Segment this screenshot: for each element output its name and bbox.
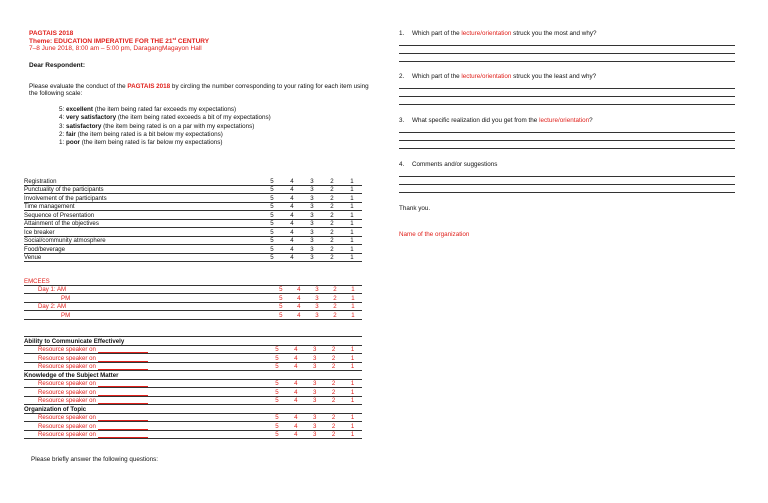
rating-option-3[interactable]: 3 bbox=[305, 396, 324, 405]
rating-option-4[interactable]: 4 bbox=[286, 422, 305, 431]
rating-option-4[interactable]: 4 bbox=[286, 345, 305, 354]
question-number: 2. bbox=[399, 73, 405, 80]
left-page bbox=[24, 0, 375, 503]
section-heading-row bbox=[24, 337, 362, 346]
scale-item bbox=[59, 139, 271, 147]
rating-scale bbox=[59, 106, 271, 147]
section-heading-row bbox=[24, 405, 362, 414]
rating-option-4[interactable]: 4 bbox=[286, 379, 305, 388]
rating-option-2[interactable]: 2 bbox=[322, 219, 342, 228]
event-title: PAGTAIS 2018 bbox=[29, 30, 74, 37]
rating-option-5[interactable]: 5 bbox=[272, 302, 290, 311]
rating-option-1[interactable]: 1 bbox=[343, 430, 362, 439]
scale-description: (the item being rated is on a par with my expectations) bbox=[101, 122, 255, 130]
rating-option-2[interactable]: 2 bbox=[322, 194, 342, 203]
rating-option-2[interactable]: 2 bbox=[326, 294, 344, 303]
scale-term: poor bbox=[66, 139, 81, 147]
rating-option-1[interactable]: 1 bbox=[342, 194, 362, 203]
question-highlight: lecture/orientation bbox=[539, 117, 590, 124]
answer-line[interactable] bbox=[399, 132, 735, 133]
rating-option-3[interactable]: 3 bbox=[305, 422, 324, 431]
rating-option-4[interactable]: 4 bbox=[286, 430, 305, 439]
rating-option-1[interactable]: 1 bbox=[343, 413, 362, 422]
speaker-topic-blank[interactable] bbox=[98, 424, 148, 430]
scale-item bbox=[59, 131, 271, 139]
scale-number: 1: bbox=[59, 139, 67, 147]
speaker-topic-blank[interactable] bbox=[98, 347, 148, 353]
rating-item-label: Food/beverage bbox=[24, 245, 262, 254]
rating-row bbox=[24, 219, 362, 228]
rating-item-label: Venue bbox=[24, 253, 262, 262]
rating-row bbox=[24, 253, 362, 262]
rating-option-1[interactable]: 1 bbox=[342, 245, 362, 254]
rating-option-4[interactable]: 4 bbox=[286, 362, 305, 371]
rating-option-2[interactable]: 2 bbox=[322, 177, 342, 185]
rating-row bbox=[24, 236, 362, 245]
question-text-part: What specific realization did you get from the bbox=[412, 117, 540, 124]
event-theme: Theme: EDUCATION IMPERATIVE FOR THE 21st CENTURY bbox=[29, 36, 210, 46]
speaker-topic-blank[interactable] bbox=[98, 356, 148, 362]
question-text bbox=[412, 73, 596, 80]
rating-option-2[interactable]: 2 bbox=[322, 202, 342, 211]
rating-option-1[interactable]: 1 bbox=[344, 294, 362, 303]
speaker-row bbox=[24, 362, 362, 371]
scale-description: (the item being rated far exceeds my expectations) bbox=[92, 106, 237, 113]
speaker-row bbox=[24, 430, 362, 439]
rating-option-3[interactable]: 3 bbox=[308, 311, 326, 320]
speaker-topic-blank[interactable] bbox=[98, 398, 148, 404]
rating-option-2[interactable]: 2 bbox=[324, 422, 343, 431]
rating-option-2[interactable]: 2 bbox=[322, 211, 342, 220]
rating-option-1[interactable]: 1 bbox=[343, 362, 362, 371]
question-text-part: Comments and/or suggestions bbox=[412, 161, 498, 168]
rating-option-5[interactable]: 5 bbox=[262, 211, 282, 220]
question-highlight: lecture/orientation bbox=[461, 30, 512, 37]
section-heading-row bbox=[24, 371, 362, 380]
emcee-row bbox=[24, 285, 362, 294]
rating-option-2[interactable]: 2 bbox=[324, 379, 343, 388]
rating-option-4[interactable]: 4 bbox=[282, 245, 302, 254]
speaker-label: Resource speaker on bbox=[24, 430, 267, 439]
rating-option-2[interactable]: 2 bbox=[326, 302, 344, 311]
rating-option-2[interactable]: 2 bbox=[322, 245, 342, 254]
scale-description: (the item being rated exceeds a bit of my expectations) bbox=[116, 114, 271, 122]
question-number: 3. bbox=[399, 117, 405, 124]
scale-term: fair bbox=[66, 130, 76, 138]
question-text-part: Which part of the bbox=[412, 73, 462, 80]
speaker-row bbox=[24, 396, 362, 405]
rating-item-label: Ice breaker bbox=[24, 228, 262, 237]
scale-number: 5: bbox=[59, 106, 67, 113]
rating-option-3[interactable]: 3 bbox=[302, 211, 322, 220]
rating-option-5[interactable]: 5 bbox=[262, 253, 282, 262]
rating-option-2[interactable]: 2 bbox=[324, 396, 343, 405]
rating-option-3[interactable]: 3 bbox=[305, 430, 324, 439]
rating-row bbox=[24, 202, 362, 211]
rating-option-2[interactable]: 2 bbox=[322, 228, 342, 237]
rating-option-4[interactable]: 4 bbox=[286, 396, 305, 405]
rating-option-1[interactable]: 1 bbox=[342, 185, 362, 194]
rating-option-5[interactable]: 5 bbox=[272, 285, 290, 294]
answer-line[interactable] bbox=[399, 45, 735, 46]
thank-you: Thank you. bbox=[399, 205, 431, 212]
event-date-venue: 7–8 June 2018, 8:00 am – 5:00 pm, DaragangMagayon Hall bbox=[29, 45, 202, 52]
scale-term: excellent bbox=[66, 106, 93, 113]
rating-option-1[interactable]: 1 bbox=[343, 345, 362, 354]
rating-item-label: Attainment of the objectives bbox=[24, 219, 262, 228]
rating-option-2[interactable]: 2 bbox=[324, 362, 343, 371]
speaker-label: Resource speaker on bbox=[24, 379, 267, 388]
rating-option-3[interactable]: 3 bbox=[308, 285, 326, 294]
general-ratings-table bbox=[24, 177, 362, 262]
speaker-label: Resource speaker on bbox=[24, 422, 267, 431]
rating-option-4[interactable]: 4 bbox=[290, 294, 308, 303]
rating-row bbox=[24, 245, 362, 254]
answer-line[interactable] bbox=[399, 148, 735, 149]
rating-option-3[interactable]: 3 bbox=[305, 413, 324, 422]
rating-option-1[interactable]: 1 bbox=[342, 253, 362, 262]
question-number: 4. bbox=[399, 161, 405, 168]
rating-option-5[interactable]: 5 bbox=[262, 177, 282, 185]
rating-row bbox=[24, 211, 362, 220]
rating-option-4[interactable]: 4 bbox=[282, 211, 302, 220]
scale-item bbox=[59, 114, 271, 122]
rating-option-2[interactable]: 2 bbox=[322, 236, 342, 245]
rating-item-label: Punctuality of the participants bbox=[24, 185, 262, 194]
emcee-session-label: Day 2: AM bbox=[24, 302, 272, 311]
section-heading: Ability to Communicate Effectively bbox=[24, 337, 362, 346]
rating-option-5[interactable]: 5 bbox=[267, 354, 286, 363]
scale-term: satisfactory bbox=[66, 122, 102, 130]
rating-option-5[interactable]: 5 bbox=[272, 294, 290, 303]
emcee-ratings-table bbox=[24, 277, 362, 320]
rating-option-5[interactable]: 5 bbox=[267, 430, 286, 439]
rating-option-5[interactable]: 5 bbox=[267, 379, 286, 388]
rating-option-1[interactable]: 1 bbox=[344, 302, 362, 311]
rating-option-2[interactable]: 2 bbox=[324, 388, 343, 397]
rating-option-5[interactable]: 5 bbox=[262, 185, 282, 194]
answer-line[interactable] bbox=[399, 96, 735, 97]
rating-option-3[interactable]: 3 bbox=[302, 253, 322, 262]
rating-option-4[interactable]: 4 bbox=[282, 177, 302, 185]
emcee-heading: EMCEES bbox=[24, 277, 362, 285]
rating-option-3[interactable]: 3 bbox=[302, 228, 322, 237]
question-text bbox=[412, 30, 596, 37]
scale-number: 2: bbox=[59, 130, 67, 138]
rating-option-1[interactable]: 1 bbox=[343, 396, 362, 405]
rating-option-3[interactable]: 3 bbox=[305, 362, 324, 371]
rating-option-4[interactable]: 4 bbox=[282, 228, 302, 237]
rating-option-5[interactable]: 5 bbox=[267, 362, 286, 371]
right-page bbox=[399, 0, 739, 503]
emcee-session-label: PM bbox=[24, 311, 272, 320]
emcee-row bbox=[24, 302, 362, 311]
rating-option-1[interactable]: 1 bbox=[342, 228, 362, 237]
scale-number: 3: bbox=[59, 122, 67, 130]
rating-option-3[interactable]: 3 bbox=[302, 194, 322, 203]
rating-option-4[interactable]: 4 bbox=[290, 302, 308, 311]
rating-option-3[interactable]: 3 bbox=[305, 354, 324, 363]
speaker-label: Resource speaker on bbox=[24, 345, 267, 354]
question-text bbox=[412, 117, 593, 124]
scale-description: (the item being rated is a bit below my expectations) bbox=[75, 130, 223, 138]
rating-option-4[interactable]: 4 bbox=[282, 194, 302, 203]
speaker-row bbox=[24, 388, 362, 397]
rating-option-3[interactable]: 3 bbox=[302, 202, 322, 211]
rating-option-4[interactable]: 4 bbox=[290, 285, 308, 294]
rating-item-label: Involvement of the participants bbox=[24, 194, 262, 203]
rating-option-2[interactable]: 2 bbox=[322, 253, 342, 262]
speaker-topic-blank[interactable] bbox=[98, 364, 148, 370]
rating-option-4[interactable]: 4 bbox=[282, 185, 302, 194]
speaker-row bbox=[24, 379, 362, 388]
speaker-topic-blank[interactable] bbox=[98, 381, 148, 387]
rating-option-1[interactable]: 1 bbox=[343, 354, 362, 363]
rating-option-1[interactable]: 1 bbox=[343, 422, 362, 431]
rating-option-2[interactable]: 2 bbox=[324, 413, 343, 422]
rating-option-1[interactable]: 1 bbox=[344, 285, 362, 294]
emcee-row bbox=[24, 294, 362, 303]
rating-option-3[interactable]: 3 bbox=[308, 294, 326, 303]
scale-term: very satisfactory bbox=[66, 114, 117, 122]
emcee-row bbox=[24, 311, 362, 320]
scale-number: 4: bbox=[59, 114, 67, 122]
rating-option-5[interactable]: 5 bbox=[262, 202, 282, 211]
rating-option-1[interactable]: 1 bbox=[342, 236, 362, 245]
scale-item bbox=[59, 123, 271, 131]
speaker-label: Resource speaker on bbox=[24, 354, 267, 363]
answer-line[interactable] bbox=[399, 61, 735, 62]
speaker-topic-blank[interactable] bbox=[98, 390, 148, 396]
question-text-part: ? bbox=[589, 117, 593, 124]
answer-line[interactable] bbox=[399, 104, 735, 105]
scale-description: (the item being rated is far below my expectations) bbox=[80, 139, 223, 147]
speaker-ratings-table bbox=[24, 336, 362, 439]
scale-item bbox=[59, 106, 271, 114]
answer-line[interactable] bbox=[399, 192, 735, 193]
rating-option-3[interactable]: 3 bbox=[305, 345, 324, 354]
rating-option-1[interactable]: 1 bbox=[343, 379, 362, 388]
rating-option-5[interactable]: 5 bbox=[272, 311, 290, 320]
section-heading: Organization of Topic bbox=[24, 405, 362, 414]
rating-option-5[interactable]: 5 bbox=[267, 413, 286, 422]
question-text-part: struck you the least and why? bbox=[511, 73, 597, 80]
speaker-row bbox=[24, 354, 362, 363]
speaker-row bbox=[24, 345, 362, 354]
rating-option-3[interactable]: 3 bbox=[302, 219, 322, 228]
greeting: Dear Respondent: bbox=[29, 62, 85, 69]
rating-option-1[interactable]: 1 bbox=[342, 211, 362, 220]
rating-option-4[interactable]: 4 bbox=[286, 388, 305, 397]
rating-option-3[interactable]: 3 bbox=[305, 388, 324, 397]
rating-option-5[interactable]: 5 bbox=[262, 228, 282, 237]
emcee-session-label: Day 1: AM bbox=[24, 285, 272, 294]
rating-option-1[interactable]: 1 bbox=[342, 177, 362, 185]
question-text-part: struck you the most and why? bbox=[511, 30, 597, 37]
rating-option-5[interactable]: 5 bbox=[267, 422, 286, 431]
rating-option-3[interactable]: 3 bbox=[302, 236, 322, 245]
rating-option-1[interactable]: 1 bbox=[343, 388, 362, 397]
question-text bbox=[412, 161, 497, 168]
speaker-label: Resource speaker on bbox=[24, 388, 267, 397]
intro-paragraph: Please evaluate the conduct of the PAGTAIS 2018 by circling the number corresponding to your rating for each item using the following scale: bbox=[29, 83, 369, 98]
rating-option-2[interactable]: 2 bbox=[326, 285, 344, 294]
rating-option-4[interactable]: 4 bbox=[282, 236, 302, 245]
rating-option-2[interactable]: 2 bbox=[324, 354, 343, 363]
rating-option-5[interactable]: 5 bbox=[267, 388, 286, 397]
answer-line[interactable] bbox=[399, 184, 735, 185]
answer-line[interactable] bbox=[399, 176, 735, 177]
emcee-session-label: PM bbox=[24, 294, 272, 303]
rating-row bbox=[24, 228, 362, 237]
rating-option-5[interactable]: 5 bbox=[262, 245, 282, 254]
rating-option-5[interactable]: 5 bbox=[262, 194, 282, 203]
speaker-label: Resource speaker on bbox=[24, 396, 267, 405]
answer-line[interactable] bbox=[399, 53, 735, 54]
rating-option-2[interactable]: 2 bbox=[324, 430, 343, 439]
rating-option-4[interactable]: 4 bbox=[282, 253, 302, 262]
rating-option-3[interactable]: 3 bbox=[305, 379, 324, 388]
rating-option-1[interactable]: 1 bbox=[344, 311, 362, 320]
speaker-label: Resource speaker on bbox=[24, 413, 267, 422]
rating-option-3[interactable]: 3 bbox=[302, 177, 322, 185]
rating-option-5[interactable]: 5 bbox=[267, 396, 286, 405]
rating-row bbox=[24, 194, 362, 203]
rating-option-4[interactable]: 4 bbox=[282, 202, 302, 211]
rating-option-2[interactable]: 2 bbox=[322, 185, 342, 194]
rating-option-4[interactable]: 4 bbox=[282, 219, 302, 228]
answer-line[interactable] bbox=[399, 88, 735, 89]
rating-option-3[interactable]: 3 bbox=[308, 302, 326, 311]
rating-option-5[interactable]: 5 bbox=[262, 236, 282, 245]
rating-option-1[interactable]: 1 bbox=[342, 202, 362, 211]
rating-option-4[interactable]: 4 bbox=[290, 311, 308, 320]
question-number: 1. bbox=[399, 30, 405, 37]
speaker-topic-blank[interactable] bbox=[98, 415, 148, 421]
rating-option-4[interactable]: 4 bbox=[286, 413, 305, 422]
rating-row bbox=[24, 177, 362, 185]
speaker-label: Resource speaker on bbox=[24, 362, 267, 371]
question-text-part: Which part of the bbox=[412, 30, 462, 37]
rating-option-3[interactable]: 3 bbox=[302, 245, 322, 254]
section-heading: Knowledge of the Subject Matter bbox=[24, 371, 362, 380]
organization-name: Name of the organization bbox=[399, 231, 470, 238]
speaker-row bbox=[24, 413, 362, 422]
emcee-heading-row bbox=[24, 277, 362, 285]
rating-row bbox=[24, 185, 362, 194]
closing-prompt: Please briefly answer the following questions: bbox=[31, 456, 159, 463]
rating-option-4[interactable]: 4 bbox=[286, 354, 305, 363]
speaker-topic-blank[interactable] bbox=[98, 432, 148, 438]
rating-option-2[interactable]: 2 bbox=[324, 345, 343, 354]
rating-option-3[interactable]: 3 bbox=[302, 185, 322, 194]
question-highlight: lecture/orientation bbox=[461, 73, 512, 80]
rating-item-label: Social/community atmosphere bbox=[24, 236, 262, 245]
rating-option-5[interactable]: 5 bbox=[262, 219, 282, 228]
rating-option-5[interactable]: 5 bbox=[267, 345, 286, 354]
rating-item-label: Registration bbox=[24, 177, 262, 185]
rating-item-label: Sequence of Presentation bbox=[24, 211, 262, 220]
answer-line[interactable] bbox=[399, 140, 735, 141]
rating-option-2[interactable]: 2 bbox=[326, 311, 344, 320]
rating-option-1[interactable]: 1 bbox=[342, 219, 362, 228]
rating-item-label: Time management bbox=[24, 202, 262, 211]
speaker-row bbox=[24, 422, 362, 431]
